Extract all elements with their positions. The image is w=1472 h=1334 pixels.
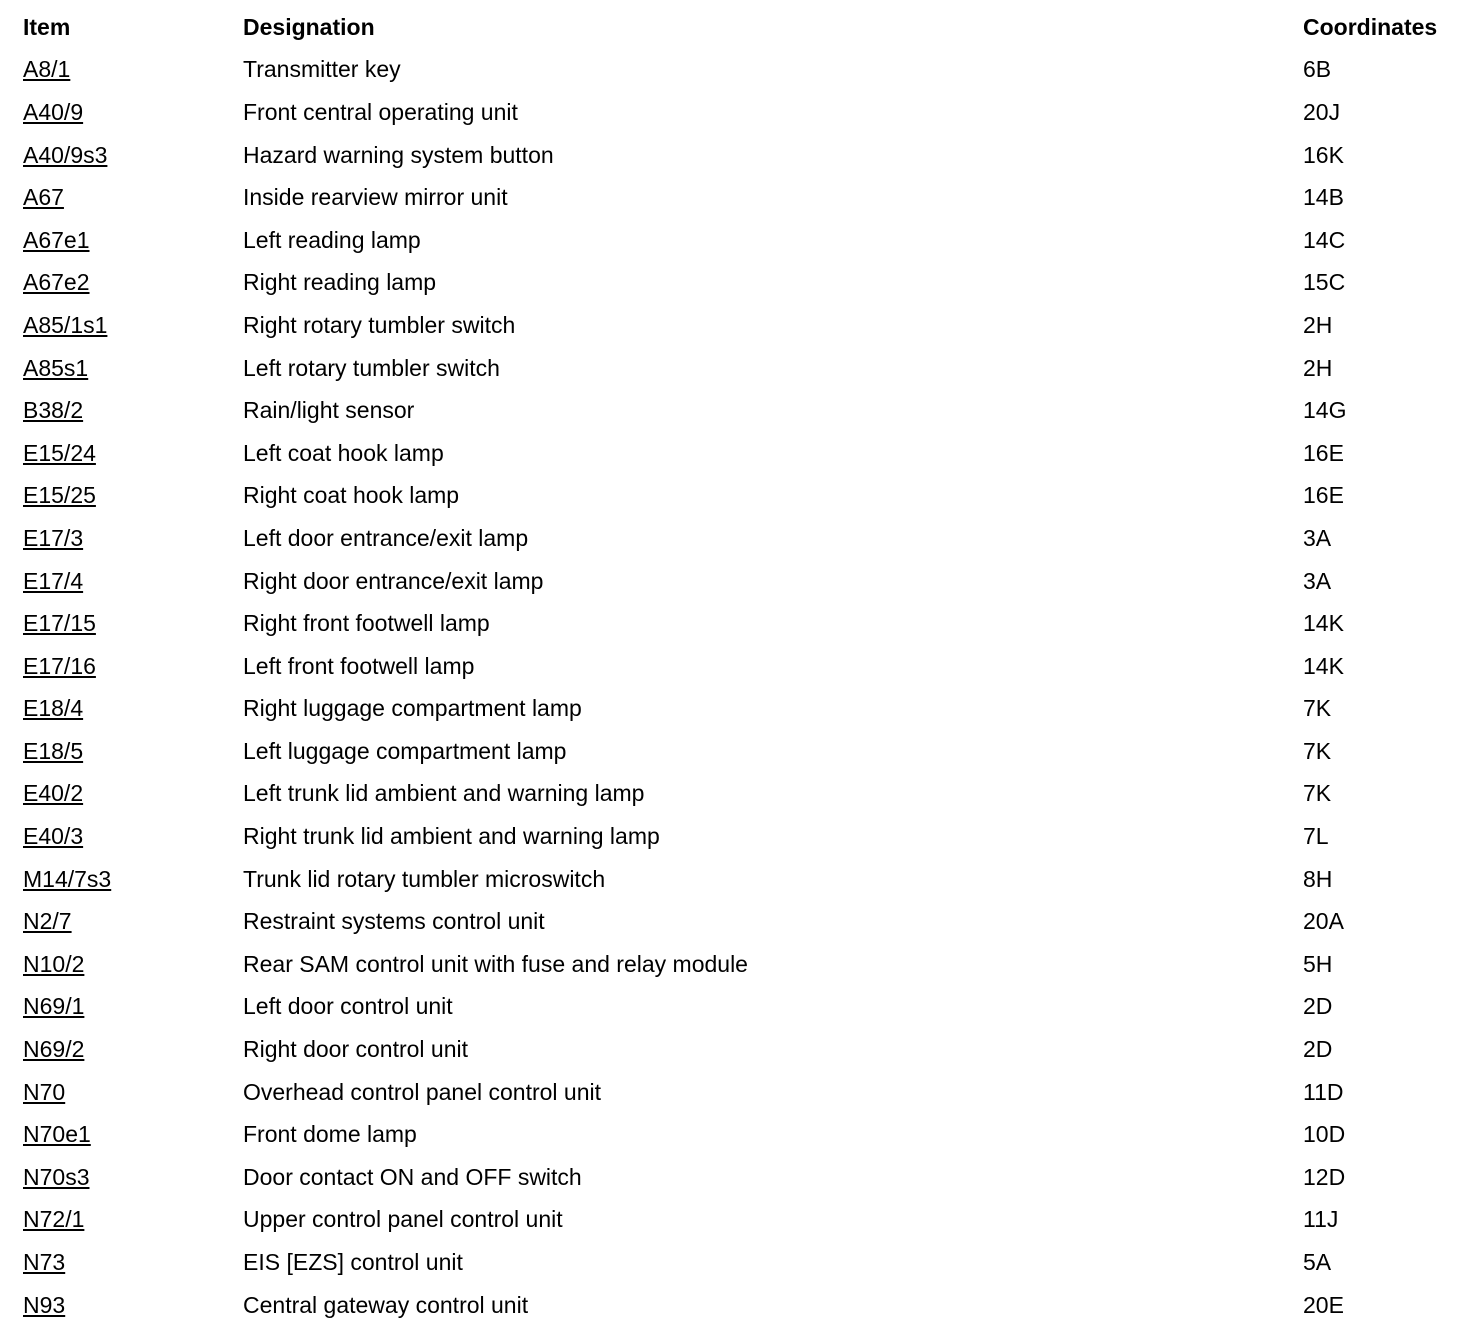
table-row <box>0 389 1472 432</box>
designation-cell: Left luggage compartment lamp <box>243 737 567 764</box>
designation-cell: Overhead control panel control unit <box>243 1078 601 1105</box>
coordinates-cell: 14C <box>1303 226 1346 253</box>
item-cell <box>0 1156 243 1199</box>
designation-cell: Transmitter key <box>243 56 401 83</box>
table-row <box>0 645 1472 688</box>
designation-cell: Right rotary tumbler switch <box>243 311 516 338</box>
item-cell <box>0 219 243 262</box>
item-cell <box>0 815 243 858</box>
coordinates-cell: 11D <box>1303 1078 1344 1105</box>
coordinates-cell: 20E <box>1303 1291 1344 1318</box>
designation-cell: Right reading lamp <box>243 269 437 296</box>
designation-cell: Left trunk lid ambient and warning lamp <box>243 780 645 807</box>
item-cell <box>0 560 243 603</box>
table-row <box>0 304 1472 347</box>
coordinates-cell: 14K <box>1303 610 1344 637</box>
designation-cell: Left door entrance/exit lamp <box>243 524 529 551</box>
item-cell <box>0 475 243 518</box>
item-link[interactable]: N69/2 <box>23 1036 85 1063</box>
table-row <box>0 858 1472 901</box>
item-cell <box>0 1071 243 1114</box>
table-row <box>0 688 1472 731</box>
table-row <box>0 730 1472 773</box>
table-row <box>0 773 1472 816</box>
item-link[interactable]: E18/5 <box>23 737 84 764</box>
designation-cell: Left reading lamp <box>243 226 421 253</box>
item-link[interactable]: N73 <box>23 1249 66 1276</box>
item-link[interactable]: N69/1 <box>23 993 85 1020</box>
table-row <box>0 517 1472 560</box>
coordinates-cell: 8H <box>1303 865 1333 892</box>
table-row <box>0 1241 1472 1284</box>
item-link[interactable]: E18/4 <box>23 695 84 722</box>
item-link[interactable]: E17/15 <box>23 610 96 637</box>
designation-cell: Left rotary tumbler switch <box>243 354 500 381</box>
designation-cell: Restraint systems control unit <box>243 908 545 935</box>
table-row <box>0 176 1472 219</box>
item-cell <box>0 91 243 134</box>
designation-cell: Left door control unit <box>243 993 453 1020</box>
item-cell <box>0 517 243 560</box>
item-link[interactable]: A67e1 <box>23 226 90 253</box>
table-row <box>0 900 1472 943</box>
coordinates-cell: 20J <box>1303 98 1341 125</box>
item-link[interactable]: E40/2 <box>23 780 84 807</box>
designation-cell: Left coat hook lamp <box>243 439 444 466</box>
table-row <box>0 1028 1472 1071</box>
designation-cell: Front dome lamp <box>243 1121 417 1148</box>
item-cell <box>0 1199 243 1242</box>
table-row <box>0 602 1472 645</box>
item-link[interactable]: E17/3 <box>23 524 84 551</box>
item-cell <box>0 347 243 390</box>
coordinates-cell: 2D <box>1303 1036 1333 1063</box>
item-link[interactable]: A8/1 <box>23 56 71 83</box>
item-cell <box>0 986 243 1029</box>
item-link[interactable]: N70e1 <box>23 1121 91 1148</box>
coordinates-cell: 5A <box>1303 1249 1332 1276</box>
item-link[interactable]: A67 <box>23 184 64 211</box>
coordinates-cell: 16E <box>1303 439 1344 466</box>
coordinates-cell: 7L <box>1303 823 1329 850</box>
coordinates-cell: 14G <box>1303 397 1347 424</box>
item-link[interactable]: B38/2 <box>23 397 84 424</box>
designation-cell: Inside rearview mirror unit <box>243 184 508 211</box>
table-row <box>0 262 1472 305</box>
item-cell <box>0 1113 243 1156</box>
table-row <box>0 432 1472 475</box>
designation-cell: Upper control panel control unit <box>243 1206 563 1233</box>
table-row <box>0 1156 1472 1199</box>
table-row <box>0 134 1472 177</box>
table-row <box>0 815 1472 858</box>
item-cell <box>0 730 243 773</box>
item-link[interactable]: A67e2 <box>23 269 90 296</box>
item-cell <box>0 645 243 688</box>
designation-cell: Rear SAM control unit with fuse and relay module <box>243 950 748 977</box>
item-link[interactable]: M14/7s3 <box>23 865 112 892</box>
coordinates-cell: 16E <box>1303 482 1344 509</box>
table-row <box>0 91 1472 134</box>
item-link[interactable]: A40/9 <box>23 98 84 125</box>
item-link[interactable]: N2/7 <box>23 908 72 935</box>
table-row <box>0 986 1472 1029</box>
item-cell <box>0 858 243 901</box>
table-row <box>0 475 1472 518</box>
item-cell <box>0 262 243 305</box>
designation-cell: Left front footwell lamp <box>243 652 475 679</box>
table-row <box>0 219 1472 262</box>
coordinates-cell: 10D <box>1303 1121 1346 1148</box>
coordinates-cell: 16K <box>1303 141 1344 168</box>
item-cell <box>0 134 243 177</box>
designation-cell: Right door entrance/exit lamp <box>243 567 544 594</box>
coordinates-cell: 14B <box>1303 184 1344 211</box>
coordinates-cell: 3A <box>1303 524 1332 551</box>
item-link[interactable]: E17/16 <box>23 652 96 679</box>
designation-cell: Right coat hook lamp <box>243 482 460 509</box>
item-cell <box>0 1241 243 1284</box>
coordinates-cell: 11J <box>1303 1206 1339 1233</box>
designation-cell: Trunk lid rotary tumbler microswitch <box>243 865 606 892</box>
item-cell <box>0 773 243 816</box>
coordinates-cell: 2H <box>1303 311 1333 338</box>
designation-cell: EIS [EZS] control unit <box>243 1249 463 1276</box>
item-link[interactable]: E40/3 <box>23 823 84 850</box>
item-cell <box>0 176 243 219</box>
coordinates-cell: 14K <box>1303 652 1344 679</box>
table-row <box>0 943 1472 986</box>
component-legend-table <box>0 6 1472 1326</box>
item-link[interactable]: A85s1 <box>23 354 89 381</box>
item-cell <box>0 1284 243 1327</box>
table-row <box>0 560 1472 603</box>
table-row <box>0 1284 1472 1327</box>
item-cell <box>0 688 243 731</box>
item-link[interactable]: N70s3 <box>23 1163 90 1190</box>
table-row <box>0 49 1472 92</box>
designation-cell: Hazard warning system button <box>243 141 554 168</box>
item-link[interactable]: A40/9s3 <box>23 141 108 168</box>
designation-cell: Rain/light sensor <box>243 397 415 424</box>
designation-cell: Right door control unit <box>243 1036 469 1063</box>
coordinates-cell: 12D <box>1303 1163 1346 1190</box>
designation-cell: Right trunk lid ambient and warning lamp <box>243 823 660 850</box>
coordinates-cell: 7K <box>1303 780 1332 807</box>
designation-cell: Front central operating unit <box>243 98 518 125</box>
item-cell <box>0 943 243 986</box>
item-link[interactable]: A85/1s1 <box>23 311 108 338</box>
coordinates-cell: 6B <box>1303 56 1332 83</box>
designation-cell: Right front footwell lamp <box>243 610 490 637</box>
table-row <box>0 347 1472 390</box>
coordinates-cell: 2D <box>1303 993 1333 1020</box>
item-link[interactable]: E15/25 <box>23 482 96 509</box>
item-link[interactable]: N10/2 <box>23 950 85 977</box>
item-cell <box>0 1028 243 1071</box>
item-link[interactable]: N93 <box>23 1291 66 1318</box>
header-coordinates: Coordinates <box>1303 13 1438 40</box>
table-header-row <box>0 6 1472 49</box>
item-cell <box>0 49 243 92</box>
item-link[interactable]: N72/1 <box>23 1206 85 1233</box>
table-row <box>0 1113 1472 1156</box>
table-body <box>0 49 1472 1327</box>
table-row <box>0 1071 1472 1114</box>
designation-cell: Central gateway control unit <box>243 1291 529 1318</box>
coordinates-cell: 7K <box>1303 737 1332 764</box>
coordinates-cell: 20A <box>1303 908 1344 935</box>
table-row <box>0 1199 1472 1242</box>
coordinates-cell: 7K <box>1303 695 1332 722</box>
designation-cell: Right luggage compartment lamp <box>243 695 582 722</box>
coordinates-cell: 3A <box>1303 567 1332 594</box>
header-item: Item <box>23 13 71 40</box>
item-cell <box>0 602 243 645</box>
item-link[interactable]: N70 <box>23 1078 66 1105</box>
item-link[interactable]: E17/4 <box>23 567 84 594</box>
coordinates-cell: 5H <box>1303 950 1333 977</box>
coordinates-cell: 15C <box>1303 269 1346 296</box>
item-cell <box>0 304 243 347</box>
item-cell <box>0 389 243 432</box>
item-cell <box>0 432 243 475</box>
item-link[interactable]: E15/24 <box>23 439 96 466</box>
item-cell <box>0 900 243 943</box>
header-designation: Designation <box>243 13 375 40</box>
designation-cell: Door contact ON and OFF switch <box>243 1163 582 1190</box>
coordinates-cell: 2H <box>1303 354 1333 381</box>
